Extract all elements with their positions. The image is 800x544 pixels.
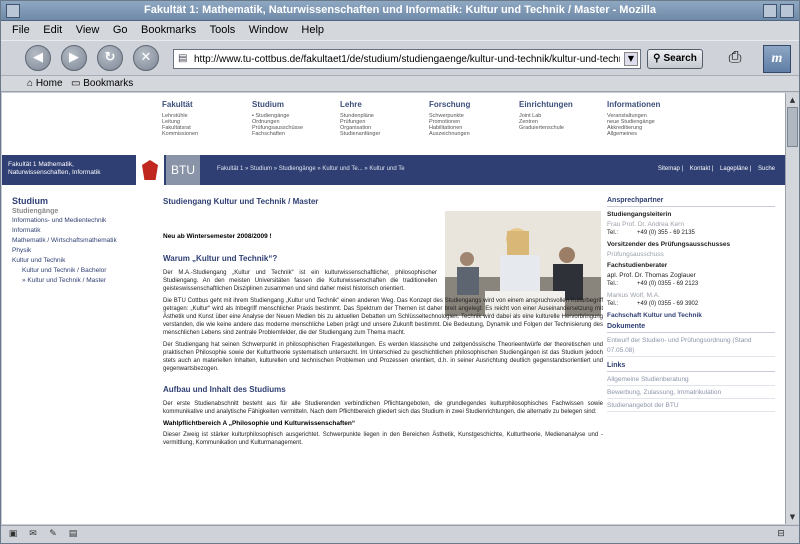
links-heading: Links [607,362,775,372]
contact-tel [607,229,775,238]
tel-number: +49 (0) 0355 - 69 3902 [637,301,699,307]
contact-name[interactable]: Frau Prof. Dr. Andrea Kern [607,221,684,228]
eagle-icon [142,160,158,180]
stop-icon[interactable]: ✕ [133,45,159,71]
forward-arrow-icon[interactable]: ▶ [61,45,87,71]
menu-tools[interactable]: Tools [209,24,236,36]
bookmarks-label: Bookmarks [83,78,134,89]
section-heading: Aufbau und Inhalt des Studiums [163,385,286,394]
leftnav-item-active[interactable]: » Kultur und Technik / Master [22,277,107,284]
external-link[interactable]: Studienangebot der BTU [607,401,775,412]
leftnav-item[interactable]: Kultur und Technik / Bachelor [22,267,107,274]
leftnav-item[interactable]: Informations- und Medientechnik [12,217,107,224]
documents-heading: Dokumente [607,323,775,333]
external-link[interactable]: Allgemeine Studienberatung [607,375,775,386]
paragraph: Der erste Studienabschnitt besteht aus für alle Studierenden verbindlichen Pflichtangeboten, die grundlegendes kulturphilosophisches Fachwissen sowie kommunikative und analytische Fähigkeiten vermitteln. Nach dem Pflichtbereich gliedert sich das Studium in zwei Studienrichtungen, die alternativ zu belegen sind: [163,401,603,415]
topnav-sub[interactable]: Fakultätsrat [162,125,191,131]
contact-tel [607,300,775,309]
contact-role: Vorsitzender des Prüfungsausschusses [607,241,731,248]
print-icon[interactable]: ⎙ [728,47,742,66]
tel-label: Tel.: [607,301,619,307]
tel-number: +49 (0) 355 - 69 2135 [637,230,695,236]
status-bar [1,525,799,543]
menu-go[interactable]: Go [112,24,128,36]
composer-icon[interactable]: ✎ [49,529,57,539]
scrollbar-thumb[interactable] [787,107,798,147]
topnav-forschung[interactable] [429,100,470,137]
mail-icon[interactable]: ✉ [29,529,37,539]
lageplaene-link[interactable]: Lagepläne [720,166,749,172]
leftnav-item[interactable]: Kultur und Technik [12,257,66,264]
topnav-sub[interactable]: Habilitationen [429,125,463,131]
window-menu-button[interactable] [6,4,20,18]
contact-heading: Ansprechpartner [607,197,775,207]
topnav-label[interactable]: Forschung [429,100,471,109]
url-input[interactable] [194,51,620,67]
topnav-sub[interactable]: Leitung [162,119,181,125]
menu-view[interactable]: View [75,24,100,36]
topnav-sub[interactable]: Studienanfänger [340,131,381,137]
contact-tel [607,280,775,289]
btu-logo[interactable]: BTU [166,155,200,185]
right-column [607,197,775,412]
main-column [163,197,603,447]
document-link[interactable]: Entwurf der Studien- und Prüfungsordnung (Stand 07.05.08) [607,336,775,357]
site-banner [2,155,785,185]
personal-toolbar [1,76,799,92]
mozilla-m-icon[interactable]: m [763,45,791,73]
search-button[interactable] [647,49,703,69]
topnav-label[interactable]: Informationen [607,100,661,109]
search-icon: ⚲ [653,53,661,64]
home-icon: ⌂ [27,78,34,89]
site-tools: Sitemap | Kontakt | Lagepläne | Suche [657,166,775,172]
topnav-sub[interactable]: Zentren [519,119,538,125]
contact-role: Studiengangsleiterin [607,211,672,218]
paragraph: Die BTU Cottbus geht mit ihrem Studiengang „Kultur und Technik“ einen anderen Weg. Das Konzept des Studiengangs wird von einem anspruchsvollen Kulturbegriff getragen: „Kultur“ wird als Inbegriff menschlicher Praxis bestimmt. Das Spektrum der Themen ist daher breit angelegt: Es reicht von einer Auseinandersetzung mit Ästhetik und Kunst über eine Analyse der Neuen Medien bis zu aktuellen Debatten um Schlüsseltechnologien. Technik wird dabei als eine kulturelle Hervorbringung verstanden, die wie keine andere das moderne menschliche Leben prägt und unsere Zukunft bestimmt. Die Bedeutung, Dynamik und Folgen der Technisierung des menschlichen Lebens sind zentrale Problemfelder, die der Studiengang zum Thema macht. [163,298,603,336]
topnav-informationen[interactable] [607,100,660,137]
leftnav-item[interactable]: Mathematik / Wirtschaftsmathematik [12,237,117,244]
topnav-sub[interactable]: Kommissionen [162,131,199,137]
topnav-sub[interactable]: Auszeichnungen [429,131,470,137]
paragraph: Dieser Zweig ist stärker kulturphilosophisch ausgerichtet. Schwerpunkte liegen in den Bereichen Ästhetik, Kunstgeschichte, Kulturtheorie, Medienanalyse und -vermittlung, Kommunikation und Kulturmanagement. [163,432,603,446]
navigator-icon[interactable]: ▣ [8,529,18,539]
leftnav-item[interactable]: Physik [12,247,32,254]
topnav-sub[interactable]: Organisation [340,125,372,131]
suche-link[interactable]: Suche [757,166,775,172]
menu-window[interactable]: Window [248,24,288,36]
topnav-sub-label: Studiengänge [255,113,290,119]
topnav-sub[interactable]: ▪ Studiengänge [252,113,290,119]
topnav-sub[interactable]: Joint Lab [519,113,542,119]
paragraph: Der Studiengang hat seinen Schwerpunkt in philosophischen Fragestellungen. Es werden klassische und zeitgenössische Theorieentwürfe der theoretischen und praktischen Philosophie sowie der Kulturtheorie systematisch untersucht. Im Unterschied zu geschichtlichen philosophischen Studiengängen ist das Studium jedoch stets auch an materiellen Inhalten, kulturellen und technischen Problemen und Prozessen orientiert, d.h. in seiner Ausrichtung deutlich gegenstandsorientiert und gegenwartsbezogen. [163,342,603,372]
topnav-sub[interactable]: Ordnungen [252,119,280,125]
maximize-button[interactable] [780,4,794,18]
kontakt-link[interactable]: Kontakt [689,166,711,172]
topnav-label[interactable]: Fakultät [162,100,193,109]
reload-icon[interactable]: ↻ [97,45,123,71]
minimize-button[interactable] [763,4,777,18]
section-heading: Warum „Kultur und Technik“? [163,254,278,263]
topnav-sub[interactable]: Akkreditierung [607,125,643,131]
menu-edit[interactable]: Edit [43,24,63,36]
url-bar[interactable] [173,49,641,69]
vertical-scrollbar[interactable] [785,93,799,524]
window-title: Fakultät 1: Mathematik, Naturwissenschaften und Informatik: Kultur und Technik / Master - Mozilla [144,4,656,16]
back-arrow-icon[interactable]: ◀ [25,45,51,71]
intro-notice: Neu ab Wintersemester 2008/2009 ! [163,233,272,240]
topnav-label[interactable]: Einrichtungen [519,100,573,109]
brandenburg-eagle-logo[interactable] [136,155,164,185]
breadcrumb[interactable]: Fakultät 1 » Studium » Studiengänge » Kultur und Te... » Kultur und Te [217,166,405,172]
tel-number: +49 (0) 0355 - 69 2123 [637,281,699,287]
topnav-sub[interactable]: Prüfungsausschüsse [252,125,304,131]
leftnav-item[interactable]: Informatik [12,227,41,234]
page-icon: ▤ [178,53,188,64]
topnav-sub[interactable]: Veranstaltungen [607,113,647,119]
topnav-sub[interactable]: Graduiertenschule [519,125,564,131]
title-bar[interactable] [1,1,799,21]
external-link[interactable]: Bewerbung, Zulassung, Immatrikulation [607,388,775,399]
topnav-studium[interactable] [252,100,303,137]
topnav-sub[interactable]: neue Studiengänge [607,119,655,125]
sitemap-link[interactable]: Sitemap [657,166,680,172]
topnav-sub[interactable]: Promotionen [429,119,461,125]
contact-name[interactable]: Prüfungsausschuss [607,251,664,258]
menu-bar [1,21,799,40]
topnav-label[interactable]: Studium [252,100,284,109]
left-navigation [12,196,142,285]
topnav-sub[interactable]: Allgemeines [607,131,637,137]
leftnav-section[interactable]: Studiengänge [12,208,59,215]
topnav-fakultaet[interactable] [162,100,198,137]
topnav-sub[interactable]: Lehrstühle [162,113,188,119]
topnav-lehre[interactable] [340,100,380,137]
topnav-sub[interactable]: Prüfungen [340,119,366,125]
topnav-sub[interactable]: Stundenpläne [340,113,374,119]
page-content [2,93,785,524]
topnav-label[interactable]: Lehre [340,100,362,109]
scroll-up-icon[interactable]: ▲ [789,96,796,104]
leftnav-title[interactable]: Studium [12,196,48,206]
page-title: Studiengang Kultur und Technik / Master [163,197,319,206]
folder-icon: ▭ [71,78,81,89]
bookmarks-button[interactable] [71,78,133,89]
address-book-icon[interactable]: ▤ [68,529,78,539]
faculty-name: Fakultät 1 Mathematik, Naturwissenschaften, Informatik [8,161,101,176]
fachschaft-link[interactable]: Fachschaft Kultur und Technik [607,312,702,319]
home-button[interactable] [27,78,63,89]
search-button-label: Search [663,53,697,64]
menu-help[interactable]: Help [301,24,325,36]
topnav-sub[interactable]: Fachschaften [252,131,286,137]
contact-role: Fachstudienberater [607,262,668,269]
scroll-down-icon[interactable]: ▼ [789,513,796,521]
contact-name[interactable]: Markus Wolf, M.A. [607,292,660,299]
navigation-toolbar [1,40,799,76]
tel-label: Tel.: [607,281,619,287]
subheading: Wahlpflichtbereich A „Philosophie und Kulturwissenschaften“ [163,420,356,427]
url-dropdown-icon[interactable]: ▼ [624,52,638,66]
paragraph: Der M.A.-Studiengang „Kultur und Technik“ ist ein kulturwissenschaftlicher, philosophischer Studiengang. An den meisten Universitäten fassen die Kulturwissenschaften die traditionellen geisteswissenschaftlichen Disziplinen zusammen und sind daher meist historisch orientiert. [163,270,437,292]
security-lock-icon[interactable]: ⊟ [777,529,785,539]
topnav-sub[interactable]: Schwerpunkte [429,113,464,119]
home-label: Home [35,78,63,89]
tel-label: Tel.: [607,230,619,236]
menu-file[interactable]: File [12,24,30,36]
topnav-einrichtungen[interactable] [519,100,573,131]
menu-bookmarks[interactable]: Bookmarks [141,24,197,36]
contact-name: apl. Prof. Dr. Thomas Zoglauer [607,272,696,279]
